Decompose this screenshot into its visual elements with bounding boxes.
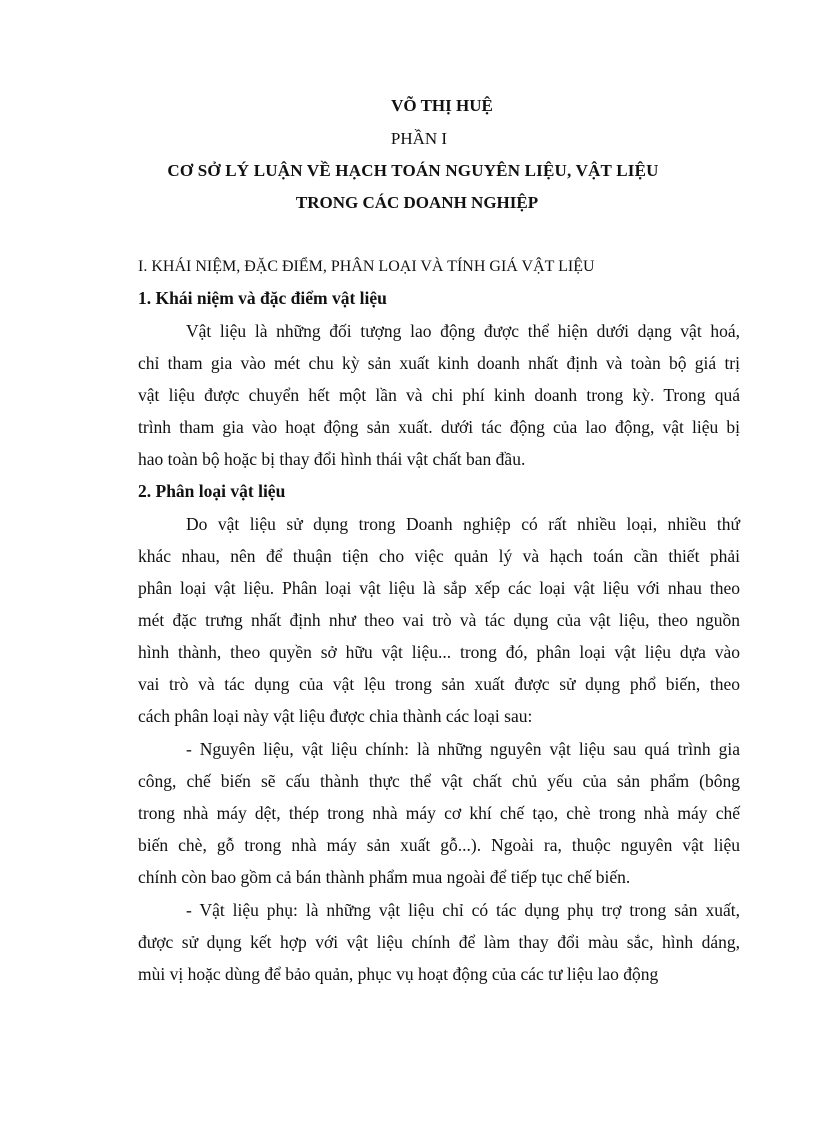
paragraph-line: khác nhau, nên để thuận tiện cho việc quản lý và hạch toán cần thiết phải [138,546,740,566]
paragraph-line: được sử dụng kết hợp với vật liệu chính để làm thay đổi màu sắc, hình dáng, [138,932,740,952]
paragraph-line: phân loại vật liệu. Phân loại vật liệu là sắp xếp các loại vật liệu với nhau theo [138,578,740,598]
paragraph-line: chỉ tham gia vào mét chu kỳ sản xuất kinh doanh nhất định và toàn bộ giá trị [138,353,740,373]
chapter-title-line-2: TRONG CÁC DOANH NGHIỆP [295,193,539,212]
paragraph-line: hao toàn bộ hoặc bị thay đổi hình thái vật chất ban đầu. [138,449,526,469]
paragraph-line: cách phân loại này vật liệu được chia thành các loại sau: [138,706,533,726]
paragraph-line: chính còn bao gồm cả bán thành phẩm mua ngoài để tiếp tục chế biến. [138,867,631,887]
paragraph-line: công, chế biến sẽ cấu thành thực thể vật chất chủ yếu của sản phẩm (bông [138,771,740,791]
paragraph-line: vai trò và tác dụng của vật lệu trong sản xuất được sử dụng phổ biến, theo [138,674,740,694]
subheading-classification: 2. Phân loại vật liệu [138,481,286,501]
paragraph-line: Do vật liệu sử dụng trong Doanh nghiệp có rất nhiều loại, nhiều thứ [186,514,740,534]
paragraph-line: trình tham gia vào hoạt động sản xuất. dưới tác động của lao động, vật liệu bị [138,417,740,437]
paragraph-line: mét đặc trưng nhất định như theo vai trò và tác dụng của vật liệu, theo nguồn [138,610,740,630]
paragraph-line: biến chè, gỗ trong nhà máy sản xuất gỗ...). Ngoài ra, thuộc nguyên vật liệu [138,835,740,855]
paragraph-line: vật liệu được chuyển hết một lần và chi phí kinh doanh trong kỳ. Trong quá [138,385,740,405]
part-label: PHẦN I [390,129,448,148]
paragraph-line: hình thành, theo quyền sở hữu vật liệu... trong đó, phân loại vật liệu dựa vào [138,642,740,662]
paragraph-line: - Nguyên liệu, vật liệu chính: là những nguyên vật liệu sau quá trình gia [186,739,740,759]
paragraph-line: Vật liệu là những đối tượng lao động được thể hiện dưới dạng vật hoá, [186,321,740,341]
subheading-concept: 1. Khái niệm và đặc điểm vật liệu [138,288,387,308]
paragraph-line: trong nhà máy dệt, thép trong nhà máy cơ khí chế tạo, chè trong nhà máy chế [138,803,740,823]
paragraph-line: mùi vị hoặc dùng để bảo quản, phục vụ hoạt động của các tư liệu lao động [138,964,659,984]
paragraph-line: - Vật liệu phụ: là những vật liệu chỉ có tác dụng phụ trợ trong sản xuất, [186,900,740,920]
author-name: VÕ THỊ HUỆ [391,96,493,115]
chapter-title-line-1: CƠ SỞ LÝ LUẬN VỀ HẠCH TOÁN NGUYÊN LIỆU, VẬT LIỆU [167,161,659,180]
section-heading: I. KHÁI NIỆM, ĐẶC ĐIỂM, PHÂN LOẠI VÀ TÍNH GIÁ VẬT LIỆU [138,258,595,275]
